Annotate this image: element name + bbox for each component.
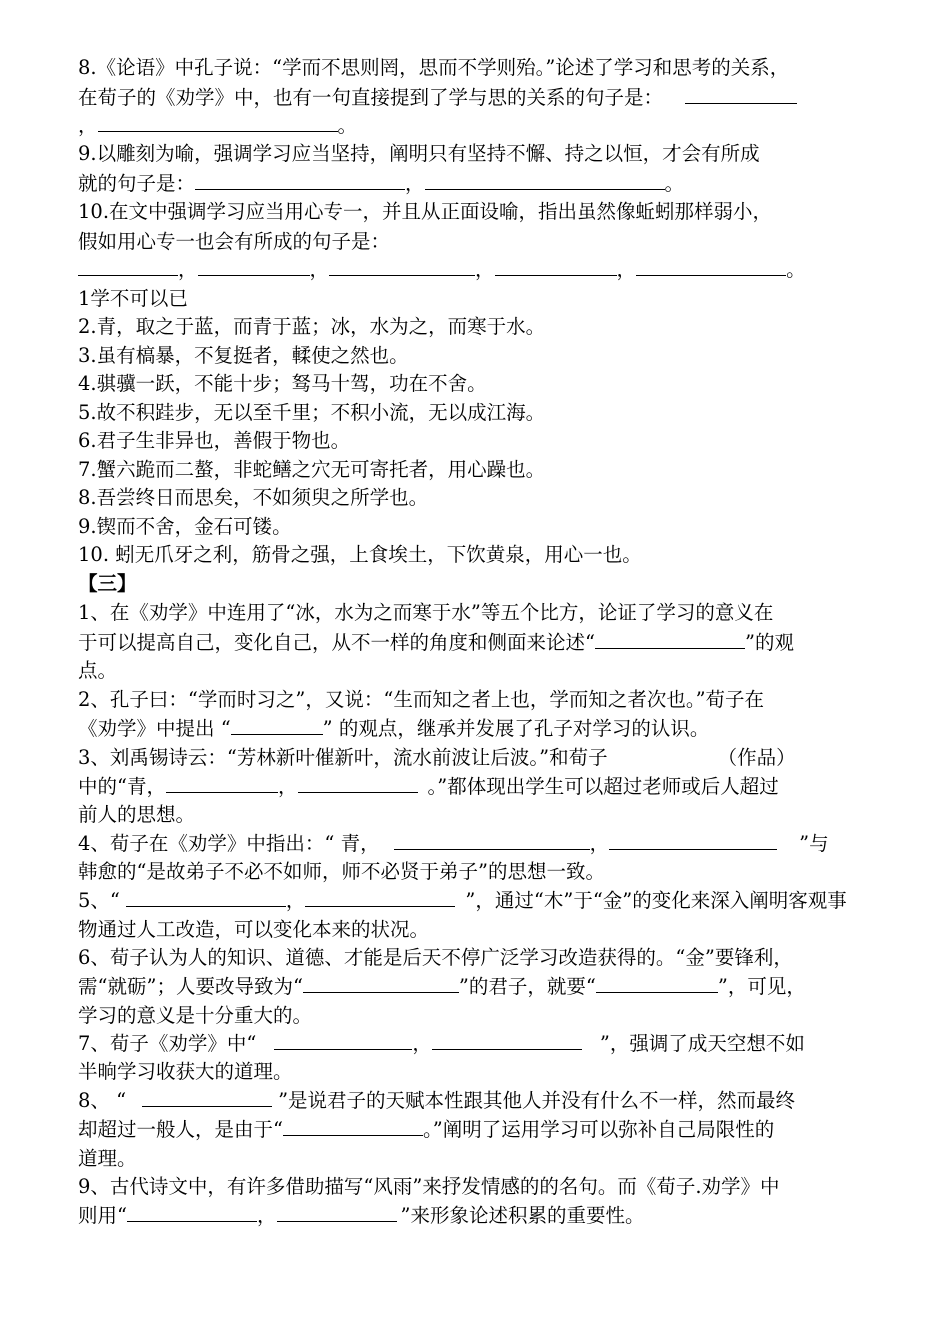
- s7-line2: 半晌学习收获大的道理。: [78, 1060, 293, 1083]
- s6-line3: 学习的意义是十分重大的。: [78, 1004, 313, 1027]
- q9-line1: 9.以雕刻为喻，强调学习应当坚持，阐明只有坚持不懈、持之以恒，才会有所成: [78, 142, 760, 165]
- section-heading: 【三】: [78, 572, 137, 595]
- answer-item: 2.青，取之于蓝，而青于蓝；冰，水为之，而寒于水。: [78, 315, 546, 338]
- q10-line2: 假如用心专一也会有所成的句子是：: [78, 230, 391, 253]
- s2-line1: 2、孔子曰：“学而时习之”，又说：“生而知之者上也，学而知之者次也。”荀子在: [78, 688, 765, 711]
- fill-blank: [142, 1088, 272, 1107]
- answer-item: 1学不可以已: [78, 287, 188, 310]
- fill-blank: [274, 1031, 412, 1050]
- answer-item: 3.虽有槁暴，不复挺者，輮使之然也。: [78, 344, 409, 367]
- s9-line2: 则用“ ， ”来形象论述积累的重要性。: [78, 1204, 645, 1227]
- s7-line1: 7、荀子《劝学》中“ ， ”，强调了成天空想不如: [78, 1032, 805, 1055]
- q9-line2: 就的句子是： ， 。: [78, 172, 685, 195]
- s6-line1: 6、荀子认为人的知识、道德、才能是后天不停广泛学习改造获得的。“金”要锋利，: [78, 946, 793, 969]
- answer-item: 4.骐骥一跃，不能十步；驽马十驾，功在不舍。: [78, 372, 487, 395]
- s8-line2: 却超过一般人，是由于“ 。”阐明了运用学习可以弥补自己局限性的: [78, 1118, 775, 1141]
- s4-line1: 4、荀子在《劝学》中指出：“ 青， ， ”与: [78, 832, 829, 855]
- s6-line2: 需“就砺”；人要改导致为“ ”的君子，就要“ ”，可见，: [78, 975, 806, 998]
- s8-line3: 道理。: [78, 1147, 137, 1170]
- answer-item: 8.吾尝终日而思矣，不如须臾之所学也。: [78, 486, 429, 509]
- q8-line1: 8.《论语》中孔子说：“学而不思则罔，思而不学则殆。”论述了学习和思考的关系，: [78, 56, 790, 79]
- fill-blank: [636, 257, 786, 276]
- fill-blank: [685, 85, 797, 104]
- s8-line1: 8、 “ ”是说君子的天赋本性跟其他人并没有什么不一样，然而最终: [78, 1089, 796, 1112]
- s3-line3: 前人的思想。: [78, 803, 196, 826]
- s3-line1: 3、刘禹锡诗云：“芳林新叶催新叶，流水前波让后波。”和荀子 （作品）: [78, 746, 796, 769]
- answer-item: 5.故不积跬步，无以至千里；不积小流，无以成江海。: [78, 401, 546, 424]
- answer-item: 6.君子生非异也，善假于物也。: [78, 429, 351, 452]
- answer-item: 9.锲而不舍，金石可镂。: [78, 515, 292, 538]
- s1-line3: 点。: [78, 659, 118, 682]
- answer-item: 7.蟹六跪而二螯，非蛇鳝之穴无可寄托者，用心躁也。: [78, 458, 546, 481]
- fill-blank: [277, 1203, 397, 1222]
- s3-line2: 中的“青， ， 。”都体现出学生可以超过老师或后人超过: [78, 775, 779, 798]
- fill-blank: [432, 1031, 582, 1050]
- s1-line2: 于可以提高自己，变化自己，从不一样的角度和侧面来论述“ ”的观: [78, 631, 794, 654]
- fill-blank: [166, 774, 278, 793]
- fill-blank: [609, 831, 777, 850]
- fill-blank: [198, 257, 310, 276]
- fill-blank: [595, 630, 745, 649]
- fill-blank: [298, 774, 418, 793]
- fill-blank: [303, 974, 459, 993]
- s9-line1: 9、古代诗文中，有许多借助描写“风雨”来抒发情感的的名句。而《荀子.劝学》中: [78, 1175, 780, 1198]
- fill-blank: [283, 1117, 423, 1136]
- fill-blank: [425, 171, 665, 190]
- fill-blank: [195, 171, 405, 190]
- fill-blank: [596, 974, 718, 993]
- s4-line2: 韩愈的“是故弟子不必不如师，师不必贤于弟子”的思想一致。: [78, 860, 605, 883]
- s5-line2: 物通过人工改造，可以变化本来的状况。: [78, 918, 430, 941]
- fill-blank: [98, 113, 338, 132]
- fill-blank: [329, 257, 475, 276]
- fill-blank: [305, 888, 455, 907]
- fill-blank: [78, 257, 178, 276]
- q8-line3: ， 。: [78, 114, 358, 137]
- fill-blank: [127, 1203, 257, 1222]
- fill-blank: [394, 831, 590, 850]
- s5-line1: 5、“ ， ”，通过“木”于“金”的变化来深入阐明客观事: [78, 889, 847, 912]
- q10-line3: ， ， ， ， 。: [78, 256, 878, 284]
- answer-item: 10. 蚓无爪牙之利，筋骨之强，上食埃土，下饮黄泉，用心一也。: [78, 543, 642, 566]
- fill-blank: [231, 716, 323, 735]
- fill-blank: [126, 888, 286, 907]
- q8-line2: 在荀子的《劝学》中，也有一句直接提到了学与思的关系的句子是：: [78, 84, 878, 112]
- fill-blank: [495, 257, 617, 276]
- s1-line1: 1、在《劝学》中连用了“冰，水为之而寒于水”等五个比方，论证了学习的意义在: [78, 601, 774, 624]
- s2-line2: 《劝学》中提出 “ ” 的观点，继承并发展了孔子对学习的认识。: [78, 717, 710, 740]
- q10-line1: 10.在文中强调学习应当用心专一，并且从正面设喻，指出虽然像蚯蚓那样弱小，: [78, 200, 773, 223]
